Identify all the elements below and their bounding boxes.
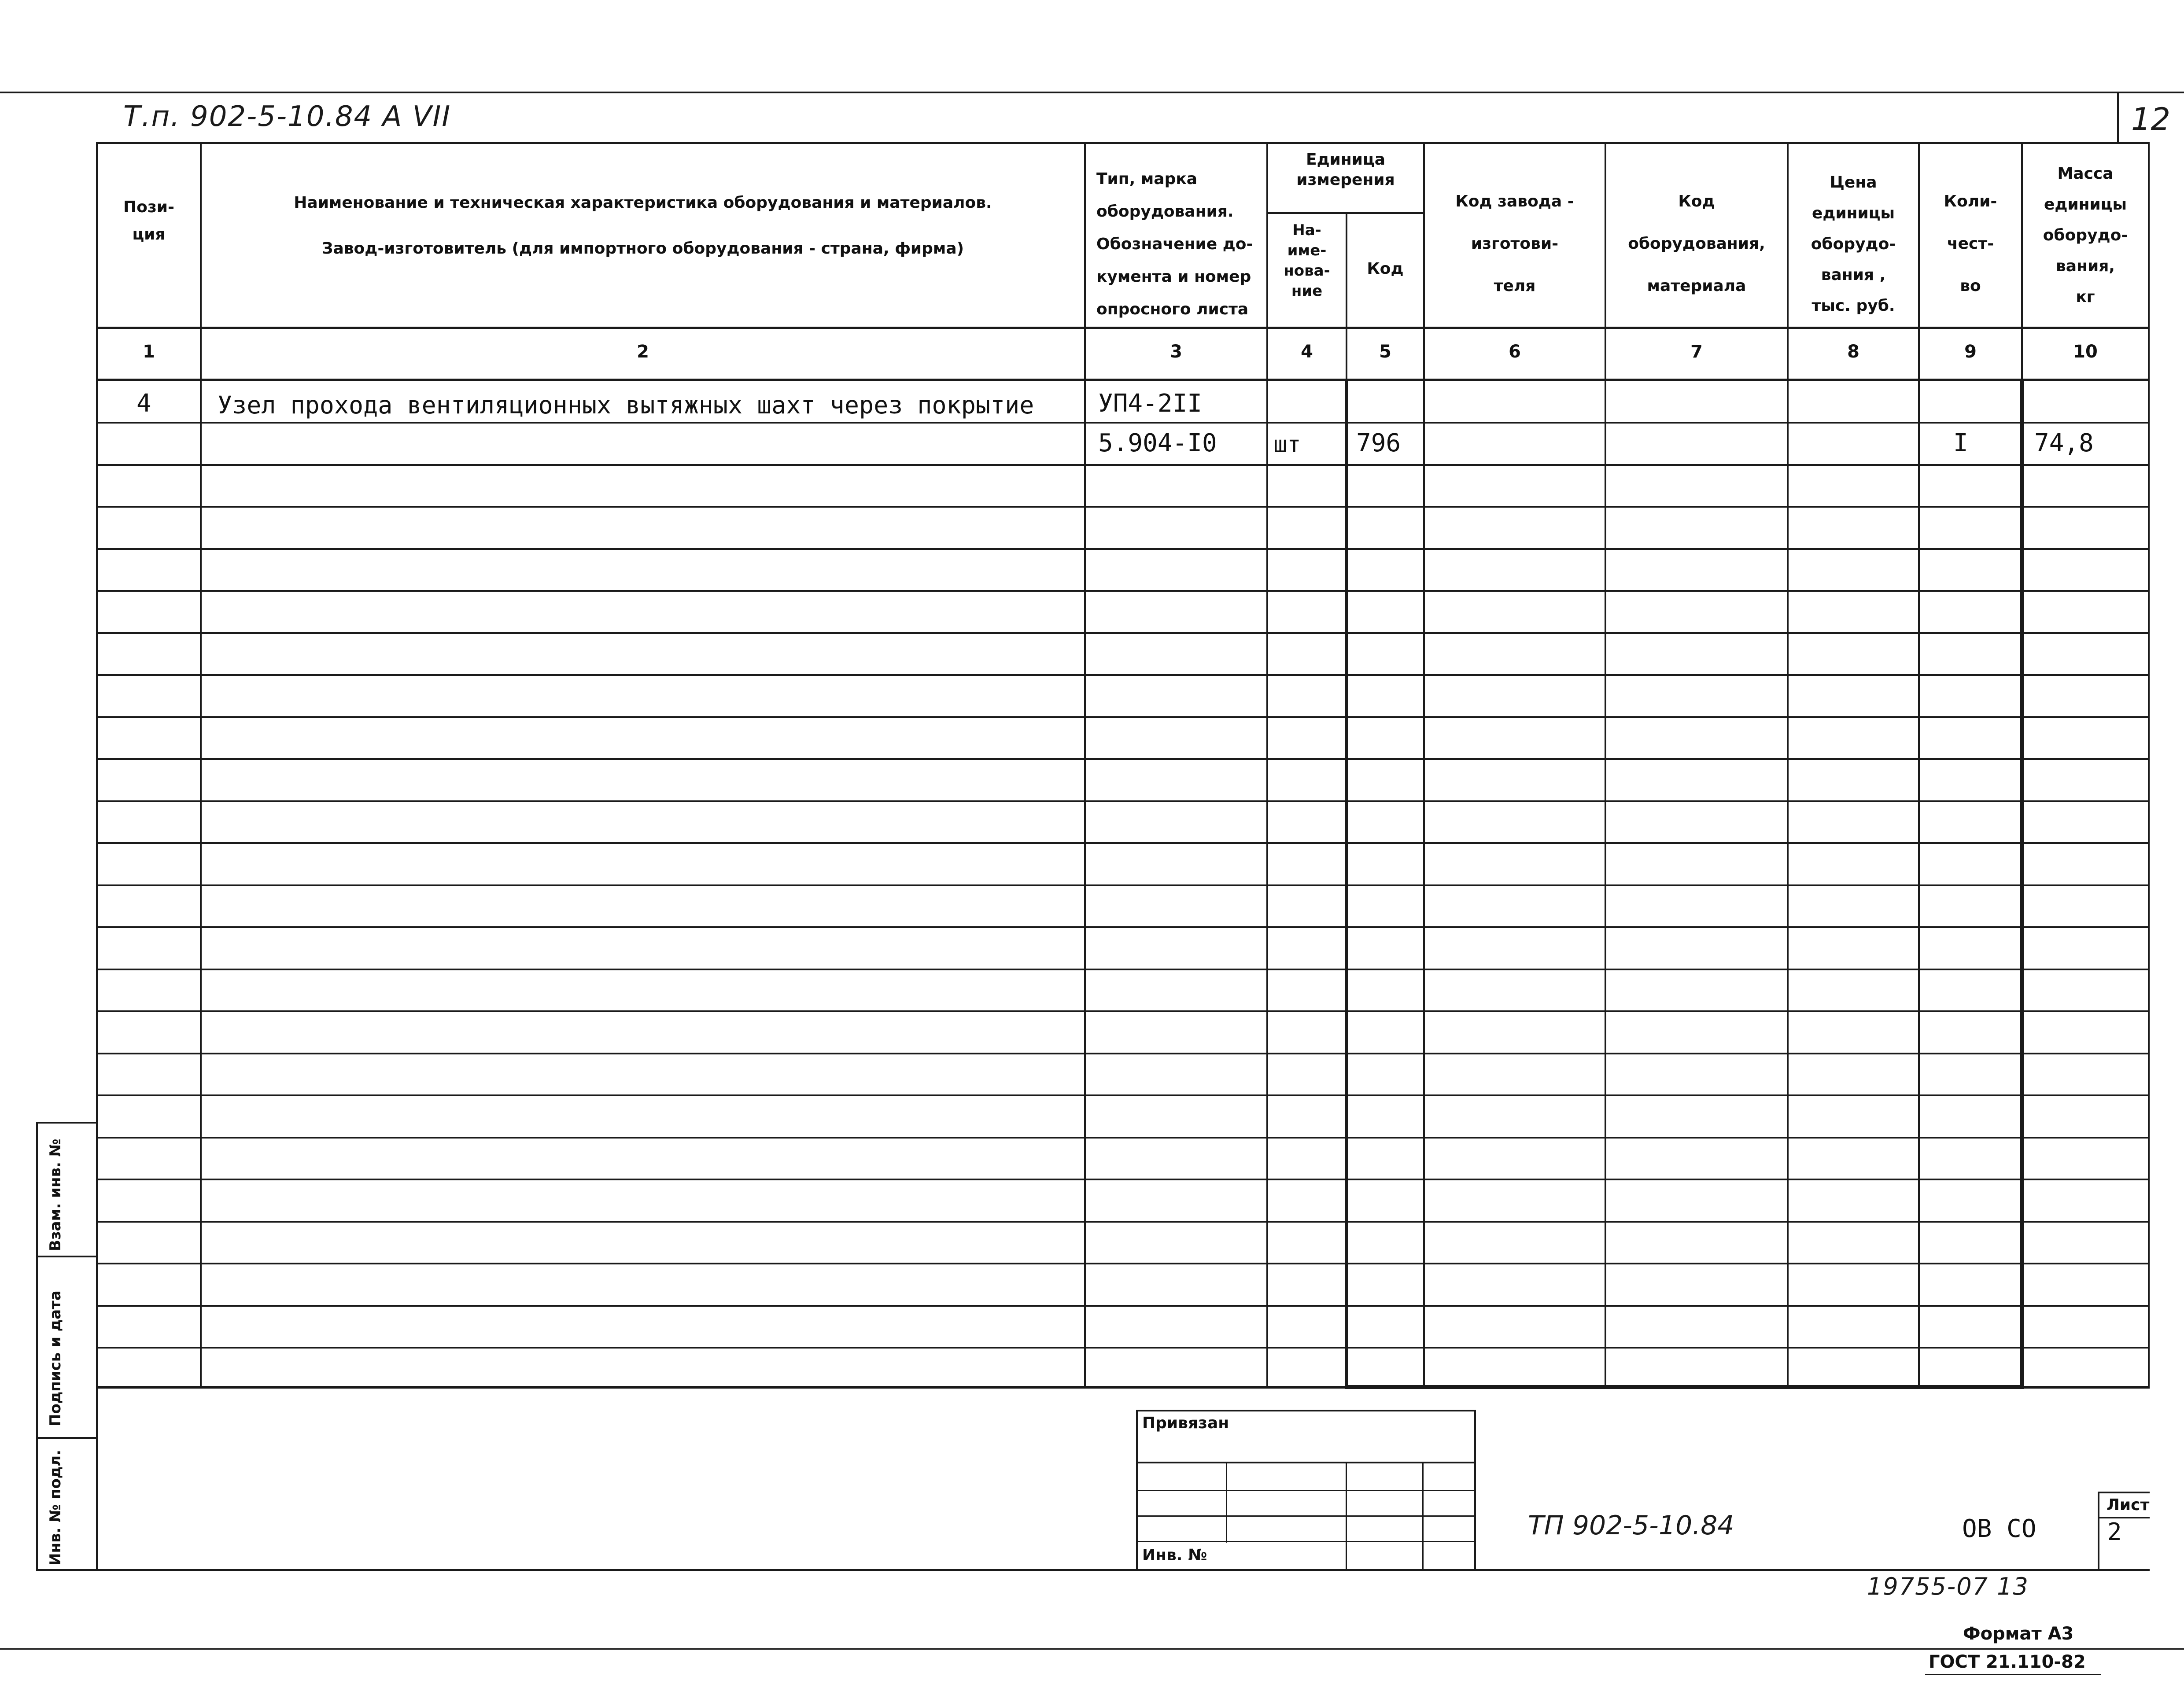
row-separator (96, 1010, 2150, 1012)
row-separator (96, 1347, 2150, 1349)
bottom-frame-line (36, 1569, 2150, 1571)
row-document: 5.904-I0 (1098, 429, 1217, 457)
colnum-10: 10 (2073, 342, 2098, 362)
header-unit-price: Цена единицы оборудо- вания , тыс. руб. (1811, 173, 1896, 315)
row-separator (96, 1305, 2150, 1307)
gost-label: ГОСТ 21.110-82 (1929, 1652, 2086, 1672)
row-separator (96, 842, 2150, 844)
sheet-corner-divider (2117, 92, 2119, 143)
colnum-1: 1 (143, 342, 155, 362)
row-separator (96, 884, 2150, 886)
row-separator (96, 969, 2150, 970)
header-position: Пози- ция (123, 198, 174, 243)
header-unit-code: Код (1367, 260, 1404, 278)
header-manufacturer-code: Код завода - изготови- теля (1455, 192, 1574, 295)
header-unit-name: На- име- нова- ние (1284, 221, 1330, 300)
stamp-privyazan: Привязан (1142, 1414, 1229, 1432)
colnum-7: 7 (1690, 342, 1703, 362)
header-equipment-code: Код оборудования, материала (1628, 192, 1765, 295)
stamp-inv-no: Инв. № (1142, 1546, 1207, 1564)
footer-line (0, 1648, 2184, 1650)
stamp-list-value: 2 (2107, 1518, 2122, 1546)
row-separator (96, 548, 2150, 550)
row-separator (96, 1053, 2150, 1054)
row-position: 4 (136, 389, 151, 418)
side-label-signature: Подпись и дата (47, 1290, 64, 1426)
row-quantity: I (1953, 429, 1968, 457)
colnum-4: 4 (1301, 342, 1313, 362)
format-label: Формат А3 (1963, 1624, 2074, 1644)
colnum-6: 6 (1509, 342, 1521, 362)
header-unit-mass: Масса единицы оборудо- вания, кг (2043, 165, 2128, 306)
row-unit-name: шт (1273, 431, 1301, 458)
row-separator (96, 926, 2150, 928)
row-separator (96, 716, 2150, 718)
colnum-8: 8 (1847, 342, 1859, 362)
side-label-inventory: Инв. № подл. (47, 1449, 64, 1566)
header-name-line2: Завод-изготовитель (для импортного оборудования - страна, фирма) (321, 240, 964, 258)
row-separator (96, 422, 2150, 424)
row-separator (96, 590, 2150, 592)
row-separator (96, 506, 2150, 508)
stamp-doc-code: ТП 902-5-10.84 (1528, 1510, 1734, 1541)
row-unit-code: 796 (1356, 429, 1401, 457)
row-separator (96, 1179, 2150, 1180)
row-name: Узел прохода вентиляционных вытяжных шахт через покрытие (218, 391, 1034, 419)
row-separator (96, 1221, 2150, 1223)
row-separator (96, 674, 2150, 676)
sheet-top-border (0, 92, 2184, 93)
row-separator (96, 464, 2150, 466)
header-name-line1: Наименование и техническая характеристика оборудования и материалов. (294, 194, 992, 212)
row-separator (96, 632, 2150, 634)
colnum-2: 2 (637, 342, 649, 362)
sheet-corner-number: 12 (2131, 101, 2171, 137)
row-type: УП4-2II (1098, 389, 1203, 418)
row-separator (96, 1137, 2150, 1139)
stamp-doc-suffix: ОВ СО (1962, 1514, 2036, 1543)
row-separator (96, 800, 2150, 802)
colnum-5: 5 (1379, 342, 1391, 362)
side-label-replacement: Взам. инв. № (47, 1139, 64, 1251)
row-separator (96, 1094, 2150, 1096)
colnum-9: 9 (1964, 342, 1977, 362)
header-quantity: Коли- чест- во (1944, 192, 1997, 295)
row-separator (96, 758, 2150, 760)
gost-underline (1925, 1674, 2101, 1675)
header-type: Тип, марка оборудования. Обозначение до- кумента и номер опросного листа (1096, 170, 1253, 318)
colnum-3: 3 (1170, 342, 1182, 362)
header-unit-group: Единица измерения (1296, 151, 1395, 189)
row-separator (96, 1263, 2150, 1264)
archive-number: 19755-07 13 (1867, 1573, 2029, 1600)
doc-reference: Т.п. 902-5-10.84 А VII (123, 100, 451, 133)
row-mass: 74,8 (2034, 429, 2094, 457)
stamp-list-label: Лист (2107, 1496, 2150, 1514)
